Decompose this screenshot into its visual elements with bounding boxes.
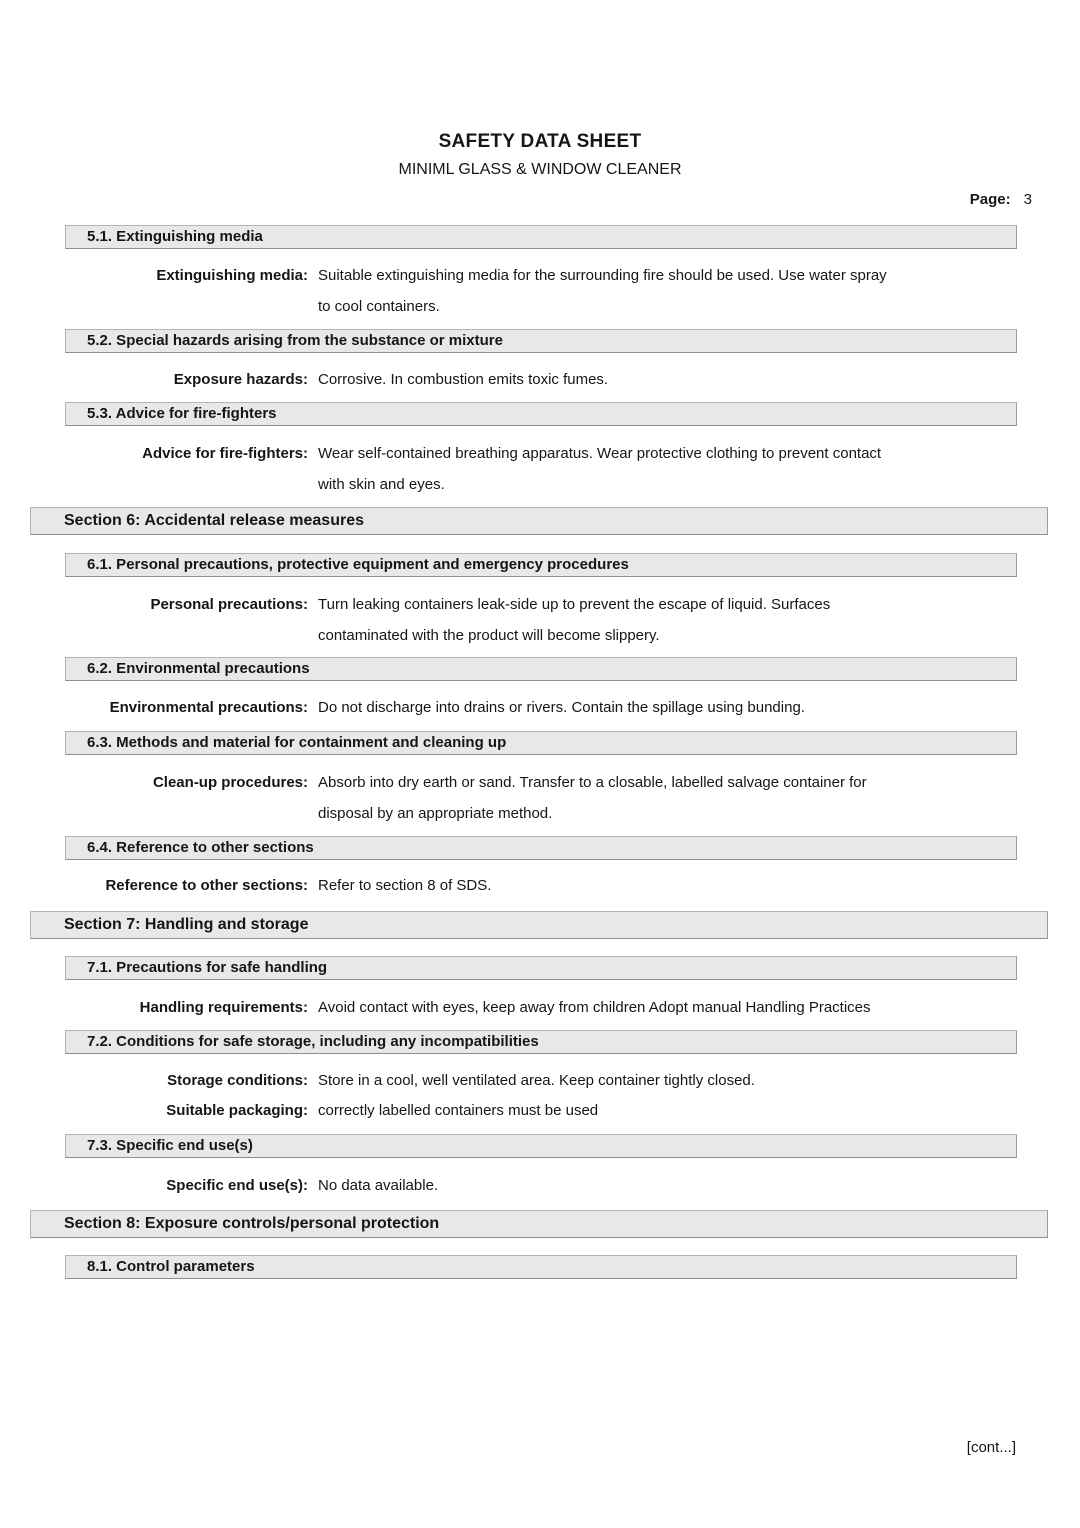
subsection-bar-6-1: 6.1. Personal precautions, protective equipment and emergency procedures: [65, 553, 1017, 577]
subsection-bar-7-1: 7.1. Precautions for safe handling: [65, 956, 1017, 980]
subsection-bar-8-1: 8.1. Control parameters: [65, 1255, 1017, 1279]
field-label: Exposure hazards:: [173, 371, 308, 388]
field-label: Environmental precautions:: [109, 699, 308, 716]
field-value-line: Turn leaking containers leak-side up to prevent the escape of liquid. Surfaces: [318, 596, 831, 613]
field-value: [318, 260, 887, 322]
section-bar-7: Section 7: Handling and storage: [30, 911, 1048, 939]
field-value-line: Corrosive. In combustion emits toxic fumes.: [318, 371, 609, 388]
field-value: [318, 1170, 438, 1201]
field-value: [318, 364, 608, 395]
field-value-line: Suitable extinguishing media for the surrounding fire should be used. Use water spray: [318, 267, 887, 284]
field-value: [318, 438, 881, 500]
field-environmental-precautions: [0, 692, 805, 723]
page-indicator: [970, 190, 1032, 210]
field-label: Extinguishing media:: [156, 267, 308, 284]
subsection-bar-6-4: 6.4. Reference to other sections: [65, 836, 1017, 860]
field-reference-other-sections: [0, 870, 491, 901]
field-value-line: to cool containers.: [318, 298, 440, 315]
field-label: Suitable packaging:: [166, 1102, 308, 1119]
subsection-bar-6-2: 6.2. Environmental precautions: [65, 657, 1017, 681]
product-name: MINIML GLASS & WINDOW CLEANER: [398, 161, 682, 178]
field-label: Advice for fire-fighters:: [142, 445, 308, 462]
field-value-line: disposal by an appropriate method.: [318, 805, 553, 822]
subsection-bar-5-1: 5.1. Extinguishing media: [65, 225, 1017, 249]
section-bar-6: Section 6: Accidental release measures: [30, 507, 1048, 535]
field-value-line: Refer to section 8 of SDS.: [318, 877, 492, 894]
field-value-line: Do not discharge into drains or rivers. Contain the spillage using bunding.: [318, 699, 805, 716]
subsection-bar-6-3: 6.3. Methods and material for containment and cleaning up: [65, 731, 1017, 755]
field-value: [318, 589, 830, 651]
field-value: [318, 870, 491, 901]
field-label: Personal precautions:: [150, 596, 308, 613]
field-label: Clean-up procedures:: [152, 774, 308, 791]
field-value-line: with skin and eyes.: [318, 476, 445, 493]
field-value-line: Absorb into dry earth or sand. Transfer to a closable, labelled salvage container for: [318, 774, 867, 791]
continuation-note: [cont...]: [966, 1439, 1016, 1456]
field-value-line: No data available.: [318, 1177, 439, 1194]
field-value: [318, 992, 871, 1023]
page-number: 3: [1023, 191, 1032, 208]
field-advice-for-fire-fighters: [0, 438, 881, 500]
field-value: [318, 1065, 755, 1096]
field-personal-precautions: [0, 589, 830, 651]
field-value-line: Wear self-contained breathing apparatus. Wear protective clothing to prevent contact: [318, 445, 882, 462]
field-value-line: Avoid contact with eyes, keep away from children Adopt manual Handling Practices: [318, 999, 871, 1016]
field-suitable-packaging: [0, 1095, 598, 1126]
field-value-line: contaminated with the product will become slippery.: [318, 627, 660, 644]
section-bar-8: Section 8: Exposure controls/personal protection: [30, 1210, 1048, 1238]
field-label: Specific end use(s):: [166, 1177, 308, 1194]
field-exposure-hazards: [0, 364, 608, 395]
subsection-bar-7-3: 7.3. Specific end use(s): [65, 1134, 1017, 1158]
field-value: [318, 1095, 598, 1126]
field-cleanup-procedures: [0, 767, 867, 829]
page-label: Page:: [969, 191, 1011, 208]
field-value-line: Store in a cool, well ventilated area. Keep container tightly closed.: [318, 1072, 755, 1089]
field-value: [318, 767, 867, 829]
document-title: SAFETY DATA SHEET: [438, 131, 642, 152]
subsection-bar-5-2: 5.2. Special hazards arising from the substance or mixture: [65, 329, 1017, 353]
field-label: Reference to other sections:: [105, 877, 308, 894]
subsection-bar-7-2: 7.2. Conditions for safe storage, including any incompatibilities: [65, 1030, 1017, 1054]
subsection-bar-5-3: 5.3. Advice for fire-fighters: [65, 402, 1017, 426]
field-value: [318, 692, 805, 723]
field-handling-requirements: [0, 992, 871, 1023]
field-extinguishing-media: [0, 260, 887, 322]
field-value-line: correctly labelled containers must be used: [318, 1102, 599, 1119]
field-label: Handling requirements:: [139, 999, 308, 1016]
field-label: Storage conditions:: [167, 1072, 308, 1089]
field-specific-end-use: [0, 1170, 438, 1201]
field-storage-conditions: [0, 1065, 755, 1096]
